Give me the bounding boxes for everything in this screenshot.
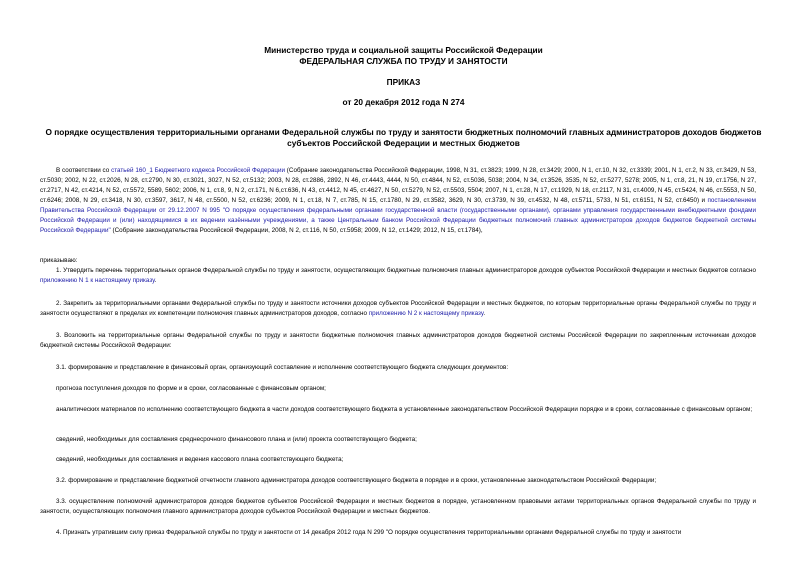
- document-title: О порядке осуществления территориальными органами Федеральной службы по труду и занятости бюджетных полномочий главных администраторов доходов бюджетов субъектов Российской Федерации и местных бюджетов: [45, 127, 762, 148]
- paragraph-2-text: 2. Закрепить за территориальными органами Федеральной службы по труду и занятости источники доходов субъектов Российской Федерации и местных бюджетов, по которым территориальные органы Федеральной службы по труду и занятости осуществляют в пределах их компетенции полномочия главных администраторов доходов, согласно: [40, 300, 756, 317]
- paragraph-1-text: 1. Утвердить перечень территориальных органов Федеральной службы по труду и занятости, осуществляющих бюджетные полномочия главных администраторов доходов субъектов Российской Федерации и местных бюджетов согласно: [56, 267, 756, 274]
- paragraph-3: 3. Возложить на территориальные органы Федеральной службы по труду и занятости бюджетные полномочия главных администраторов доходов бюджетной системы Российской Федерации по закрепленным источникам доходов бюджетной системы Российской Федерации:: [40, 332, 756, 349]
- preamble-text-3: (Собрание законодательства Российской Федерации, 2008, N 2, ст.116, N 50, ст.5958; 2009, N 12, ст.1429; 2012, N 15, ст.1784),: [110, 227, 483, 234]
- government-resolution-link[interactable]: постановлением Правительства Российской Федерации от 29.12.2007 N 995 "О порядке осуществления федеральными органами государственной власти (государственными органами), органами управления государственными внебюджетными фондами Российской Федерации и (или) находящимися в их ведении казёнными учреждениями, а также Центральным банком Российской Федерации бюджетных полномочий главных администраторов доходов бюджетов бюджетной системы Российской Федерации": [40, 197, 756, 234]
- budget-code-link[interactable]: статьей 160_1 Бюджетного кодекса Российской Федерации: [111, 167, 286, 174]
- paragraph-2-end: .: [483, 310, 486, 317]
- paragraph-3-1-forecast: прогноза поступления доходов по форме и в сроки, согласованные с финансовым органом;: [56, 385, 326, 392]
- preamble-text-1: В соответствии со: [56, 167, 112, 174]
- service-name: ФЕДЕРАЛЬНАЯ СЛУЖБА ПО ТРУДУ И ЗАНЯТОСТИ: [299, 56, 508, 66]
- order-word: приказываю:: [40, 257, 78, 264]
- paragraph-3-3: 3.3. осуществление полномочий администраторов доходов бюджетов субъектов Российской Федерации и местных бюджетов в порядке, установленном правовыми актами территориальных органов Федеральной службы по труду и занятости, осуществляющих полномочия главного администратора доходов субъектов Российской Федерации и местных бюджетов.: [40, 498, 756, 515]
- document-date-number: от 20 декабря 2012 года N 274: [342, 97, 465, 107]
- paragraph-3-2: 3.2. формирование и представление бюджетной отчетности главного администратора доходов соответствующего бюджета в порядке и в сроки, установленные законодательством Российской Федерации;: [56, 477, 657, 484]
- paragraph-3-1-cash-plan-info: сведений, необходимых для составления и ведения кассового плана соответствующего бюджета;: [56, 456, 344, 463]
- ministry-name: Министерство труда и социальной защиты Российской Федерации: [264, 45, 543, 55]
- paragraph-1: [40, 266, 756, 286]
- preamble-text-2: (Собрание законодательства Российской Федерации, 1998, N 31, ст.3823; 1999, N 28, ст.3429; 2000, N 1, ст.10, N 32, ст.3339; 2001, N 1, ст.2, N 33, ст.3429, N 53, ст.5030; 2002, N 22, ст.2026, N 28, ст.2790, N 30, ст.3021, 3027, N 52, ст.5132; 2003, N 28, ст.2886, 2892, N 46, ст.4443, 4444, N 50, ст.4844, N 52, ст.5036, 5038; 2004, N 34, ст.3526, 3535, N 52, ст.5277, 5278; 2005, N 1, ст.8, 21, N 19, ст.1756, N 27, ст.2717, N 42, ст.4214, N 52, ст.5572, 5589, 5602; 2006, N 1, ст.8, 9, N 2, ст.171, N 6,ст.636, N 43, ст.4412, N 45, ст.4627, N 50, ст.5279, N 52, ст.5503, 5504; 2007, N 1, ст.28, N 17, ст.1929, N 18, ст.2117, N 31, ст.4009, N 45, ст.5424, N 46, ст.5553, N 50, ст.6246; 2008, N 29, ст.3418, N 30, ст.3597, 3617, N 48, ст.5500, N 52, ст.6236; 2009, N 1, ст.18, N 7, ст.785, N 15, ст.1780, N 29, ст.3582, 3629, N 30, ст.3739, N 39, ст.4532, N 48, ст.5711, 5733, N 51, ст.6151, N 52, ст.6450) и: [40, 167, 756, 204]
- paragraph-1-end: .: [154, 277, 157, 284]
- preamble-paragraph: [40, 166, 756, 236]
- paragraph-3-1-analytics: аналитических материалов по исполнению соответствующего бюджета в части доходов соответствующего бюджета в установленные законодательством Российской Федерации порядке и в сроки, согласованные с финансовым органом;: [56, 406, 753, 413]
- paragraph-4: 4. Признать утратившим силу приказ Федеральной службы по труду и занятости от 14 декабря 2012 года N 299 "О порядке осуществления территориальными органами Федеральной службы по труду и занятости: [56, 529, 682, 536]
- appendix-1-link[interactable]: приложению N 1 к настоящему приказу: [40, 277, 155, 284]
- paragraph-3-1-plan-info: сведений, необходимых для составления среднесрочного финансового плана и (или) проекта соответствующего бюджета;: [56, 436, 417, 443]
- paragraph-2: [40, 299, 756, 319]
- paragraph-3-1: 3.1. формирование и представление в финансовый орган, организующий составление и исполнение соответствующего бюджета следующих документов:: [56, 364, 509, 371]
- appendix-2-link[interactable]: приложению N 2 к настоящему приказу: [368, 310, 484, 317]
- document-type: ПРИКАЗ: [386, 77, 421, 87]
